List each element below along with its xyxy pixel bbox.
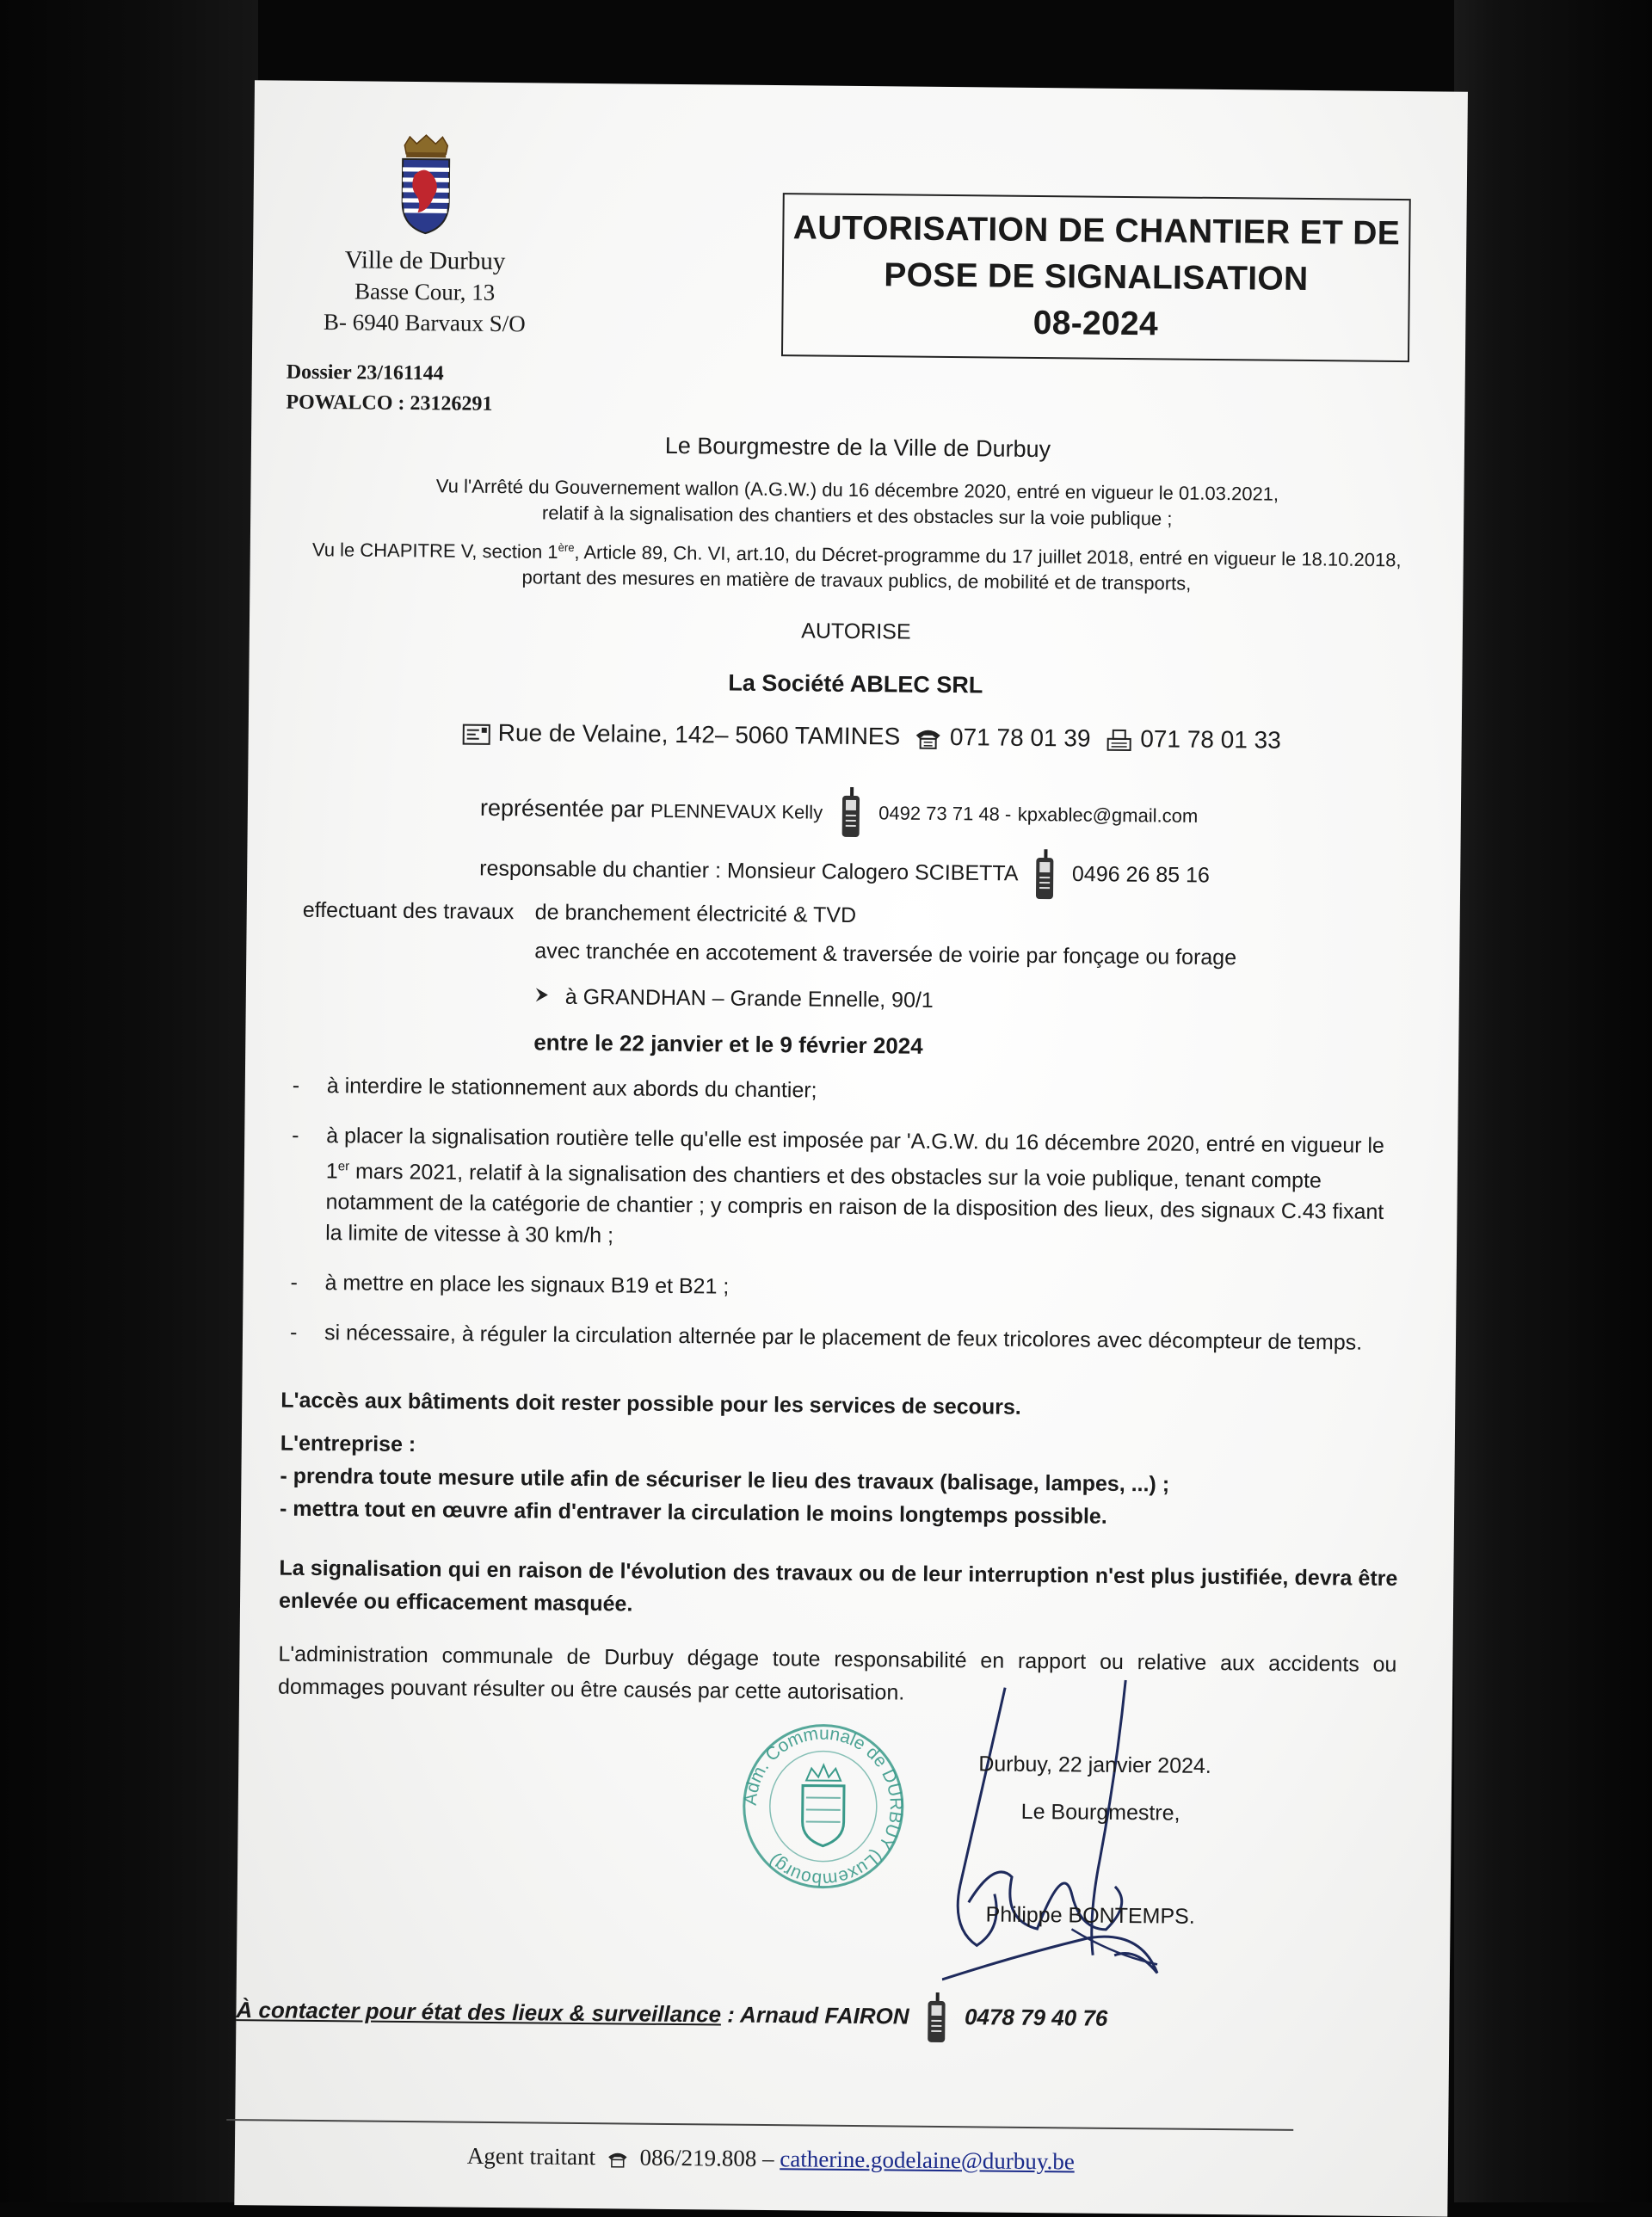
municipality-street: Basse Cour, 13 (354, 278, 496, 305)
decree-text-b: , Article 89, Ch. VI, art.10, du Décret-programme du 17 juillet 2018, entré en vigueur le 18.10.2018, (574, 541, 1402, 571)
contractor-obligations (280, 1427, 1399, 1536)
company-address: Rue de Velaine, 142– 5060 TAMINES (497, 718, 901, 750)
title-line-3: 08-2024 (1032, 304, 1159, 343)
telephone-icon (607, 2150, 629, 2169)
agent-email-link[interactable]: catherine.godelaine@durbuy.be (780, 2146, 1075, 2175)
contractor-obligation-2: - mettra tout en œuvre afin d'entraver la circulation le moins longtemps possible. (279, 1496, 1107, 1529)
contractor-obligation-1: - prendra toute mesure utile afin de sécuriser le lieu des travaux (balisage, lampes, ...) ; (280, 1463, 1170, 1497)
mobile-phone-icon (926, 1992, 949, 2044)
works-dates: entre le 22 janvier et le 9 février 2024 (533, 1029, 923, 1059)
mail-icon (462, 722, 491, 746)
municipality-city: B- 6940 Barvaux S/O (323, 309, 526, 337)
mobile-phone-icon (1033, 849, 1057, 901)
authorize-heading: AUTORISE (801, 619, 911, 644)
handwritten-signature (942, 1670, 1187, 1991)
site-contact-label: À contacter pour état des lieux & surveillance (236, 1997, 722, 2028)
company-name: La Société ABLEC SRL (728, 669, 983, 699)
crest-icon (395, 133, 456, 237)
list-item (293, 1070, 1402, 1112)
list-item-text-a: à placer la signalisation routière telle qu'elle est imposée par 'A.G.W. du 16 décembre 2020, entré en vigueur le 1 (325, 1124, 1385, 1184)
title-line-2: POSE DE SIGNALISATION (884, 256, 1309, 298)
legal-basis-agw-line1: Vu l'Arrêté du Gouvernement wallon (A.G.W.) du 16 décembre 2020, entré en vigueur le 01.03.2021, (435, 475, 1279, 505)
site-manager-label: responsable du chantier : Monsieur Calogero SCIBETTA (479, 856, 1018, 886)
legal-basis-decree (284, 533, 1429, 600)
stamp-text: Adm. Communale de DURBUY (Luxembourg) (740, 1723, 907, 1890)
document-page (234, 80, 1468, 2216)
representative-line (480, 784, 1199, 842)
representative-name: PLENNEVAUX Kelly (650, 799, 823, 823)
footer-divider (226, 2119, 1293, 2131)
list-item-text (325, 1120, 1402, 1259)
works-description-1: de branchement électricité & TVD (534, 900, 857, 927)
list-dash: - (290, 1271, 299, 1296)
fax-icon (1104, 728, 1133, 752)
list-dash: - (292, 1073, 300, 1098)
works-location (534, 984, 934, 1013)
decree-text-a: Vu le CHAPITRE V, section 1 (311, 539, 558, 563)
telephone-icon (914, 726, 943, 750)
emergency-access-note: L'accès aux bâtiments doit rester possible pour les services de secours. (280, 1388, 1021, 1419)
dossier-number: Dossier 23/161144 (286, 360, 444, 385)
site-contact-name: : Arnaud FAIRON (720, 2001, 909, 2029)
company-contact-line (455, 719, 1281, 754)
list-item-text: si nécessaire, à réguler la circulation alternée par le placement de feux tricolores avec décompteur de temps. (324, 1321, 1363, 1355)
document-title-box (781, 193, 1411, 362)
signatory-title: Le Bourgmestre, (1020, 1799, 1180, 1826)
representative-phone: 0492 73 71 48 - (878, 802, 1012, 825)
arrow-bullet-icon (534, 986, 550, 1003)
powalco-number: POWALCO : 23126291 (286, 391, 493, 416)
company-fax: 071 78 01 33 (1140, 725, 1281, 754)
authority-heading: Le Bourgmestre de la Ville de Durbuy (664, 432, 1051, 463)
liability-disclaimer: L'administration communale de Durbuy dégage toute responsabilité en rapport ou relative aux accidents ou dommages pouvant résulter ou être causés par cette autorisation. (277, 1641, 1397, 1705)
list-item-text: à interdire le stationnement aux abords du chantier; (326, 1074, 817, 1103)
municipality-name: Ville de Durbuy (344, 246, 506, 276)
site-manager-phone: 0496 26 85 16 (1071, 862, 1211, 888)
decree-superscript: ère (558, 540, 575, 554)
conditions-list (290, 1070, 1402, 1378)
list-item-superscript: er (337, 1159, 350, 1174)
contractor-label: L'entreprise : (280, 1431, 416, 1457)
company-telephone: 071 78 01 39 (949, 724, 1091, 752)
signature-place-date: Durbuy, 22 janvier 2024. (978, 1752, 1211, 1778)
legal-basis-agw (285, 472, 1430, 535)
list-dash: - (289, 1321, 298, 1346)
list-dash: - (292, 1123, 299, 1148)
title-line-1: AUTORISATION DE CHANTIER ET DE (792, 209, 1401, 253)
agent-footer (467, 2143, 1075, 2176)
agent-label: Agent traitant (466, 2142, 596, 2171)
site-contact-phone: 0478 79 40 76 (964, 2004, 1108, 2031)
representative-label: représentée par (479, 794, 644, 822)
site-contact-line (236, 1986, 1107, 2046)
dark-background-left (0, 0, 258, 2202)
list-item (290, 1317, 1400, 1358)
official-stamp (737, 1720, 910, 1894)
list-item (290, 1267, 1400, 1309)
representative-email: kpxablec@gmail.com (1017, 803, 1199, 827)
dark-background-right (1454, 0, 1652, 2202)
legal-basis-decree-line2: portant des mesures en matière de travaux publics, de mobilité et de transports, (521, 566, 1192, 595)
signage-removal-note: La signalisation qui en raison de l'évolution des travaux ou de leur interruption n'est plus justifiée, devra être enlevée ou efficacement masquée. (278, 1555, 1398, 1617)
agent-phone: 086/219.808 – (639, 2144, 774, 2172)
list-item-text: à mettre en place les signaux B19 et B21 ; (324, 1271, 730, 1299)
site-manager-line (479, 844, 1210, 902)
works-location-text: à GRANDHAN – Grande Ennelle, 90/1 (564, 984, 934, 1013)
list-item (291, 1120, 1402, 1259)
municipality-address-block (312, 244, 537, 339)
legal-basis-agw-line2: relatif à la signalisation des chantiers et des obstacles sur la voie publique ; (541, 502, 1173, 530)
works-label: effectuant des travaux (302, 897, 515, 925)
signatory-name: Philippe BONTEMPS. (985, 1902, 1195, 1929)
dossier-references (286, 358, 493, 420)
mobile-phone-icon (839, 787, 862, 839)
list-item-text-b: mars 2021, relatif à la signalisation des chantiers et des obstacles sur la voie publique, tenant compte notamment de la catégorie de chantier ; y compris en raison de la disposition des lieux, des signaux C.43 fixant la limite de vitesse à 30 km/h ; (325, 1159, 1384, 1248)
works-description-2: avec tranchée en accotement & traversée de voirie par fonçage ou forage (534, 939, 1237, 970)
